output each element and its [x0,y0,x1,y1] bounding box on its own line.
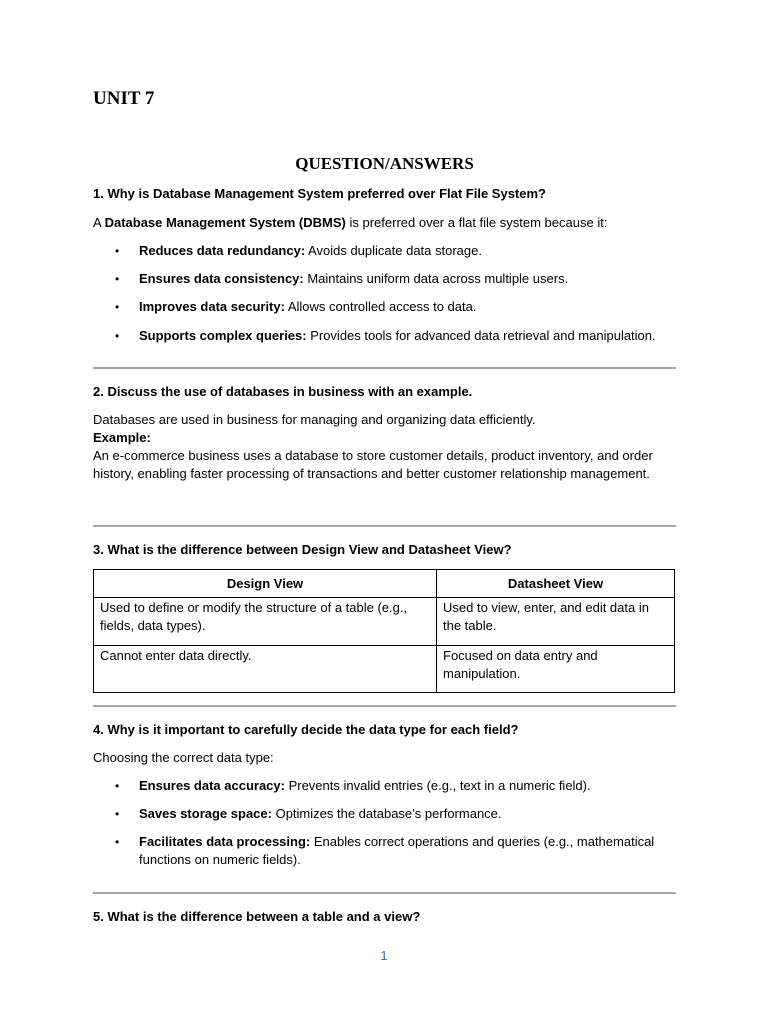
bullet-text: Provides tools for advanced data retrieval and manipulation. [306,328,656,343]
bullet-term: Improves data security: [139,299,285,314]
example-text: An e-commerce business uses a database to store customer details, product inventory, and order history, enabling faster processing of transactions and better customer relationship management. [93,448,653,481]
table-header-datasheet-view: Datasheet View [437,570,675,598]
table-header-design-view: Design View [94,570,437,598]
bullet-text: Allows controlled access to data. [284,299,477,314]
question-3: 3. What is the difference between Design View and Datasheet View? [93,542,512,557]
bullet-term: Supports complex queries: [139,328,307,343]
bullet-term: Reduces data redundancy: [139,243,306,258]
bullet-term: Ensures data accuracy: [139,778,285,793]
question-1: 1. Why is Database Management System preferred over Flat File System? [93,186,546,201]
bullet-text: Prevents invalid entries (e.g., text in a numeric field). [284,778,591,793]
table-cell: Used to view, enter, and edit data in the table. [437,598,675,646]
bullet-icon: • [115,835,120,849]
answer-1-intro-pre: A [93,215,105,230]
unit-title: UNIT 7 [93,88,155,109]
section-divider [93,525,676,527]
example-label: Example: [93,430,151,445]
bullet-icon: • [115,779,120,793]
answer-1-intro [93,214,676,232]
bullet-term: Ensures data consistency: [139,271,304,286]
question-5: 5. What is the difference between a table and a view? [93,909,421,924]
bullet-term: Facilitates data processing: [139,834,311,849]
table-cell: Focused on data entry and manipulation. [437,646,675,693]
bullet-icon: • [115,300,120,314]
bullet-icon: • [115,807,120,821]
section-divider [93,705,676,707]
section-divider [93,367,676,369]
answer-1-intro-post: is preferred over a flat file system because it: [345,215,608,230]
bullet-term: Saves storage space: [139,806,272,821]
bullet-text: Maintains uniform data across multiple users. [303,271,569,286]
table-cell: Used to define or modify the structure of a table (e.g., fields, data types). [94,598,437,646]
answer-1-intro-bold: Database Management System (DBMS) [104,215,346,230]
bullet-icon: • [115,329,120,343]
bullet-text: Avoids duplicate data storage. [305,243,482,258]
bullet-text: Enables correct operations and queries (e.g., mathematical functions on numeric fields). [139,834,655,867]
section-title: QUESTION/ANSWERS [295,154,474,173]
page-number: 1 [380,948,388,963]
answer-4-intro: Choosing the correct data type: [93,750,274,765]
section-divider [93,892,676,894]
table-row [94,646,675,693]
bullet-icon: • [115,272,120,286]
answer-2-text: Databases are used in business for managing and organizing data efficiently. [93,412,536,427]
bullet-text: Optimizes the database’s performance. [271,806,502,821]
table-row [94,598,675,646]
question-2: 2. Discuss the use of databases in business with an example. [93,384,473,399]
table-header-row [94,570,675,598]
comparison-table [93,569,675,693]
question-4: 4. Why is it important to carefully decide the data type for each field? [93,722,519,737]
table-cell: Cannot enter data directly. [94,646,437,693]
bullet-icon: • [115,244,120,258]
